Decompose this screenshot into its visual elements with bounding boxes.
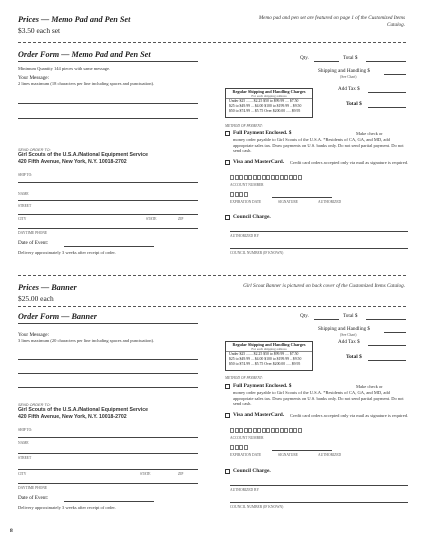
full-payment-checkbox[interactable] [225, 131, 230, 136]
memo-message-help: 2 lines maximum (18 characters per line including spaces and punctuation). [18, 81, 155, 86]
banner-exp-label: EXPIRATION DATE [230, 453, 262, 457]
ship-to-line[interactable] [18, 182, 198, 183]
shipping-input[interactable] [384, 74, 406, 75]
memo-council-auth-label: AUTHORIZED BY [230, 234, 260, 238]
total-input[interactable] [366, 319, 406, 320]
chart-row: $25 to $49.99 ... $4.00 $100 to $199.99 .. $9.50 [229, 104, 302, 109]
city-line[interactable] [18, 483, 198, 484]
grand-total-input[interactable] [368, 107, 406, 108]
expiration-cells[interactable] [230, 445, 248, 450]
memo-method-heading: METHOD OF PAYMENT: [225, 124, 263, 128]
banner-state-label: STATE [140, 472, 151, 476]
street-line[interactable] [18, 469, 198, 470]
banner-message-line-1[interactable] [18, 359, 198, 360]
banner-prices-title: Prices — Banner [18, 283, 77, 292]
banner-city-label: CITY [18, 472, 27, 476]
memo-phone-label: DAYTIME PHONE [18, 231, 48, 235]
banner-shipping-chart [225, 341, 313, 371]
memo-catalog-note: Memo pad and pen set are featured on page 1 of the Customized Items Catalog. [258, 15, 405, 28]
title-rule [18, 323, 198, 324]
ship-to-line[interactable] [18, 437, 198, 438]
banner-zip-label: ZIP [178, 472, 184, 476]
memo-send-to [18, 148, 218, 166]
memo-shipping-label: Shipping and Handling $ [318, 68, 371, 74]
banner-event-date: Date of Event: [18, 495, 49, 501]
name-line[interactable] [18, 453, 198, 454]
banner-grand-total-label: Total $ [346, 354, 362, 360]
street-line[interactable] [18, 214, 198, 215]
memo-see-chart: (See Chart) [340, 75, 357, 79]
council-checkbox[interactable] [225, 215, 230, 220]
memo-total-label: Total $ [343, 55, 358, 61]
banner-council-number-label: COUNCIL NUMBER (IF KNOWN) [230, 505, 284, 509]
chart-title: Regular Shipping and Handling Charges [232, 342, 306, 347]
memo-full-payment: Full Payment Enclosed. $ [233, 130, 292, 136]
signature-line[interactable] [272, 197, 332, 198]
banner-full-payment-suffix: Make check or [356, 384, 383, 389]
banner-price: $25.00 each [18, 294, 54, 303]
memo-council-label: Council Charge. [233, 214, 271, 220]
banner-addtax-label: Add Tax $ [338, 339, 360, 345]
account-number-cells[interactable] [230, 175, 302, 180]
memo-grand-total-label: Total $ [346, 101, 362, 107]
expiration-cells[interactable] [230, 192, 248, 197]
account-number-cells[interactable] [230, 428, 302, 433]
cut-line [18, 42, 406, 43]
banner-visa-label: Visa and MasterCard. [233, 412, 285, 418]
memo-full-payment-suffix: Make check or [356, 131, 383, 136]
memo-state-label: STATE [146, 217, 157, 221]
memo-council-number-label: COUNCIL NUMBER (IF KNOWN) [230, 251, 284, 255]
chart-subtitle: For each shipping address [226, 347, 312, 352]
memo-full-payment-text: money order payable to Girl Scouts of the U.S.A. *Residents of CA, GA, and MD, add appropriate sales tax. Draw payments on U.S. banks only. Do not send partial payment. Do not send cash. [233, 137, 404, 154]
banner-account-label: ACCOUNT NUMBER [230, 436, 264, 440]
full-payment-checkbox[interactable] [225, 384, 230, 389]
memo-order-title: Order Form — Memo Pad and Pen Set [18, 50, 151, 59]
banner-full-payment: Full Payment Enclosed. $ [233, 383, 292, 389]
chart-title: Regular Shipping and Handling Charges [232, 89, 306, 94]
banner-total-label: Total $ [343, 313, 358, 319]
shipping-input[interactable] [384, 332, 406, 333]
council-number-line[interactable] [230, 248, 408, 249]
memo-visa-text: Credit card orders accepted only via mail as signature is required. [290, 160, 409, 165]
send-to-org: Girl Scouts of the U.S.A./National Equipment Service [18, 407, 148, 413]
memo-signature-label: SIGNATURE [278, 200, 298, 204]
banner-qty-label: Qty. [300, 313, 309, 319]
memo-delivery-note: Delivery approximately 3 weeks after receipt of order. [18, 250, 116, 255]
total-input[interactable] [366, 61, 406, 62]
memo-shipping-chart [225, 88, 313, 118]
memo-exp-label: EXPIRATION DATE [230, 200, 262, 204]
banner-method-heading: METHOD OF PAYMENT: [225, 376, 263, 380]
qty-input[interactable] [314, 61, 339, 62]
memo-message-label: Your Message: [18, 75, 50, 81]
banner-message-line-3[interactable] [18, 387, 198, 388]
memo-ship-to: SHIP TO: [18, 173, 33, 177]
banner-authorized-label: AUTHORIZED [318, 453, 342, 457]
city-line[interactable] [18, 228, 198, 229]
memo-message-line-2[interactable] [18, 118, 198, 119]
qty-input[interactable] [314, 319, 339, 320]
banner-visa-text: Credit card orders accepted only via mail as signature is required. [290, 413, 409, 418]
visa-checkbox[interactable] [225, 413, 230, 418]
memo-city-label: CITY [18, 217, 27, 221]
banner-council-auth-label: AUTHORIZED BY [230, 488, 260, 492]
chart-row: $50 to $74.99 ... $5.75 Over $200.00 ..... $9.95 [229, 362, 301, 367]
memo-qty-label: Qty. [300, 55, 309, 61]
section-divider [18, 275, 406, 276]
memo-name-label: NAME [18, 192, 29, 196]
chart-row: $25 to $49.99 ... $4.00 $100 to $199.99 .. $9.50 [229, 357, 302, 362]
banner-ship-to: SHIP TO: [18, 428, 33, 432]
visa-checkbox[interactable] [225, 160, 230, 165]
grand-total-input[interactable] [368, 360, 406, 361]
banner-send-to [18, 403, 218, 421]
council-auth-line[interactable] [230, 485, 408, 486]
chart-row: Under $25 ....... $2.25 $50 to $99.99 .... $7.50 [229, 352, 299, 356]
banner-order-title: Order Form — Banner [18, 312, 97, 321]
send-to-heading: SEND ORDER TO: [18, 148, 51, 152]
banner-section [0, 275, 422, 540]
memo-message-line-1[interactable] [18, 103, 198, 104]
banner-council-label: Council Charge. [233, 468, 271, 474]
banner-signature-label: SIGNATURE [278, 453, 298, 457]
banner-phone-label: DAYTIME PHONE [18, 486, 48, 490]
council-auth-line[interactable] [230, 231, 408, 232]
memo-addtax-label: Add Tax $ [338, 86, 360, 92]
banner-message-label: Your Message: [18, 332, 50, 338]
chart-subtitle: For each shipping address [226, 94, 312, 99]
banner-full-payment-text: money order payable to Girl Scouts of the U.S.A. *Residents of CA, GA, and MD, add appropriate sales tax. Draw payments on U.S. banks only. Do not send partial payment. Do not send cash. [233, 390, 404, 407]
send-to-org: Girl Scouts of the U.S.A./National Equipment Service [18, 152, 148, 158]
chart-row: $50 to $74.99 ... $5.75 Over $200.00 ..... $9.95 [229, 109, 301, 114]
memo-account-label: ACCOUNT NUMBER [230, 183, 264, 187]
banner-name-label: NAME [18, 441, 29, 445]
title-rule [18, 61, 198, 62]
banner-message-help: 3 lines maximum (20 characters per line including spaces and punctuation). [18, 338, 155, 343]
signature-line[interactable] [272, 450, 332, 451]
banner-catalog-note: Girl Scout Banner is pictured on back cover of the Customized Items Catalog. [243, 283, 405, 289]
send-to-address: 420 Fifth Avenue, New York, N.Y. 10018-2702 [18, 159, 127, 166]
banner-see-chart: (See Chart) [340, 333, 357, 337]
council-checkbox[interactable] [225, 469, 230, 474]
memo-prices-title: Prices — Memo Pad and Pen Set [18, 15, 131, 24]
banner-shipping-label: Shipping and Handling $ [318, 326, 371, 332]
page-number: 8 [10, 528, 13, 534]
addtax-input[interactable] [368, 345, 406, 346]
chart-row: Under $25 ....... $2.25 $50 to $99.99 .... $7.50 [229, 99, 299, 103]
banner-message-line-2[interactable] [18, 373, 198, 374]
addtax-input[interactable] [368, 92, 406, 93]
cut-line [18, 306, 406, 307]
send-to-address: 420 Fifth Avenue, New York, N.Y. 10018-2702 [18, 414, 127, 421]
memo-min-qty: Minimum Quantity 144 pieces with same message. [18, 66, 111, 71]
memo-zip-label: ZIP [178, 217, 184, 221]
memo-event-date: Date of Event: [18, 240, 49, 246]
council-number-line[interactable] [230, 502, 408, 503]
banner-street-label: STREET [18, 456, 32, 460]
memo-authorized-label: AUTHORIZED [318, 200, 342, 204]
event-date-line[interactable] [64, 246, 154, 247]
memo-street-label: STREET [18, 204, 32, 208]
memo-visa-label: Visa and MasterCard. [233, 159, 285, 165]
memo-price: $3.50 each set [18, 26, 61, 35]
name-line[interactable] [18, 200, 198, 201]
banner-delivery-note: Delivery approximately 3 weeks after receipt of order. [18, 505, 116, 510]
event-date-line[interactable] [64, 501, 154, 502]
send-to-heading: SEND ORDER TO: [18, 403, 51, 407]
